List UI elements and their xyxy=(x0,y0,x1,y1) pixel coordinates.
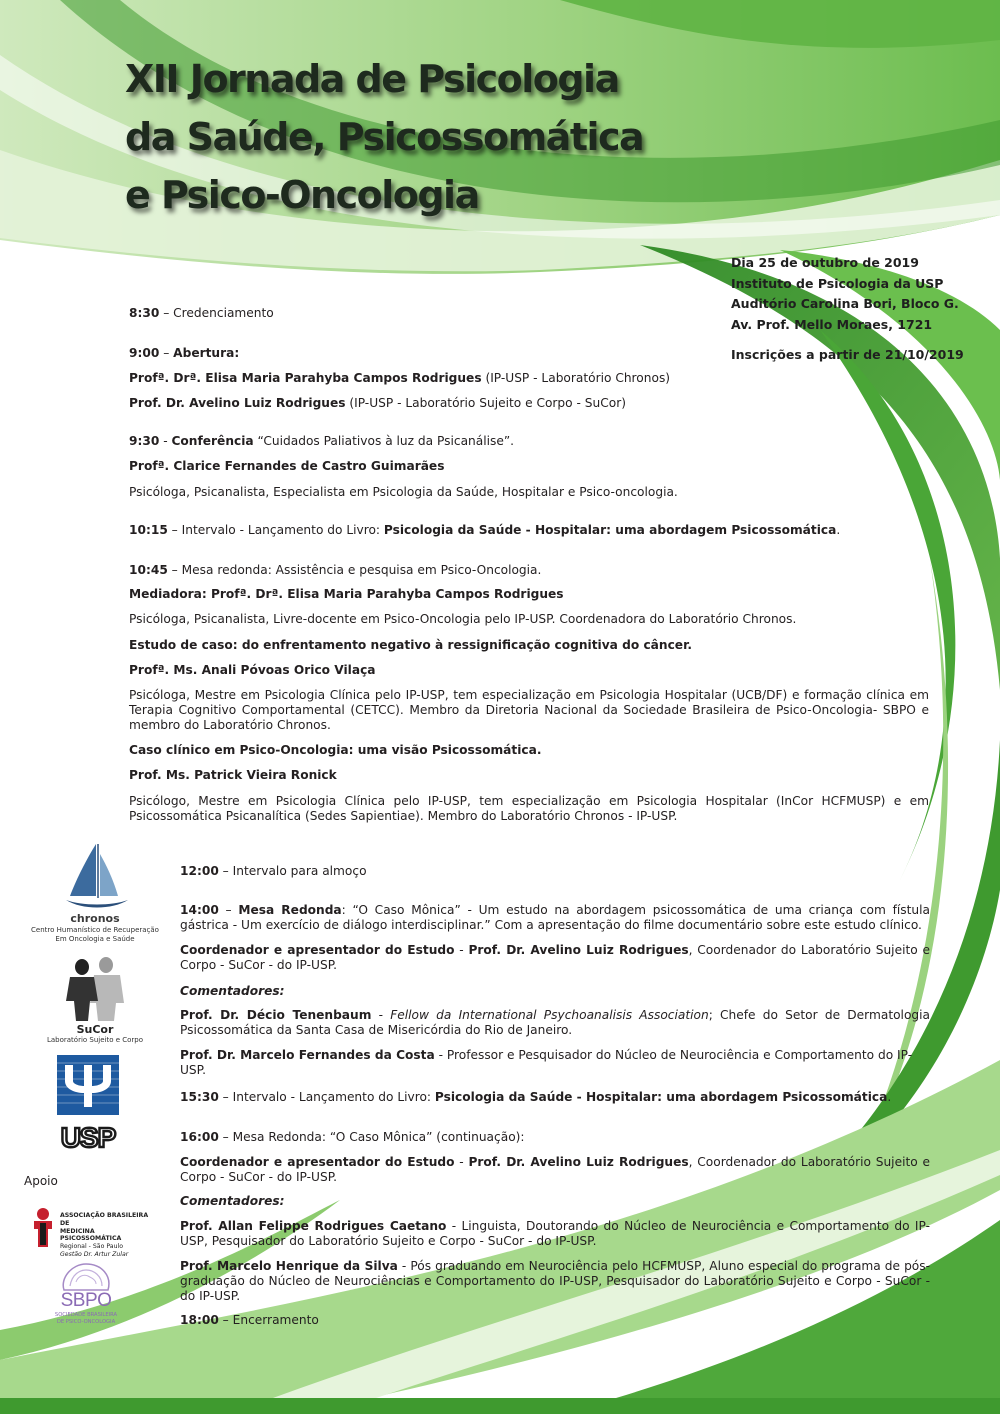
comentadores-label-2: Comentadores: xyxy=(180,1194,285,1208)
mesa-1600-line: 16:00 – Mesa Redonda: “O Caso Mônica” (continuação): xyxy=(180,1130,525,1144)
coordenador-2: Coordenador e apresentador do Estudo - Prof. Dr. Avelino Luiz Rodrigues, Coordenador do Laboratório Sujeito e Corpo - SuCor - do IP-USP. xyxy=(180,1155,930,1184)
comentador-marcelo-costa: Prof. Dr. Marcelo Fernandes da Costa - Professor e Pesquisador do Núcleo de Neurociência e Comportamento do IP-USP. xyxy=(180,1048,913,1077)
caso-clinico-speaker: Prof. Ms. Patrick Vieira Ronick xyxy=(129,768,337,782)
sucor-caption: Laboratório Sujeito e Corpo xyxy=(46,1036,144,1044)
comentadores-label-1: Comentadores: xyxy=(180,984,285,998)
sbpo-caption: SOCIEDADE BRASILEIRA DE PSICO-ONCOLOGIA xyxy=(54,1312,118,1325)
time-0930: 9:30 xyxy=(129,434,160,448)
credenciamento-text: Credenciamento xyxy=(173,306,274,320)
time-1400: 14:00 xyxy=(180,903,219,917)
conference-speaker-bio: Psicóloga, Psicanalista, Especialista em Psicologia da Saúde, Hospitalar e Psico-oncologia. xyxy=(129,485,678,499)
time-0830: 8:30 xyxy=(129,306,160,320)
time-1530: 15:30 xyxy=(180,1090,219,1104)
comentador-marcelo-silva: Prof. Marcelo Henrique da Silva - Pós graduando em Neurociência pelo HCFMUSP, Aluno especial do programa de pós-graduação do Núcleo de Neurociências e Comportamento do IP-USP, Pesquisador do Laboratório Sujeito e Corpo - SuCor - do IP-USP. xyxy=(180,1259,931,1303)
time-1200: 12:00 xyxy=(180,864,219,878)
abertura-label: Abertura: xyxy=(173,346,240,360)
almoco-line: 12:00 – Intervalo para almoço xyxy=(180,864,367,878)
mediadora-bio: Psicóloga, Psicanalista, Livre-docente em Psico-Oncologia pelo IP-USP. Coordenadora do Laboratório Chronos. xyxy=(129,612,797,626)
mesa-1045-line: 10:45 – Mesa redonda: Assistência e pesquisa em Psico-Oncologia. xyxy=(129,563,542,577)
abertura-line: 9:00 – Abertura: xyxy=(129,346,240,360)
usp-logo: USP xyxy=(60,1122,116,1153)
apoio-label: Apoio xyxy=(24,1174,58,1188)
book-title: Psicologia da Saúde - Hospitalar: uma abordagem Psicossomática xyxy=(383,523,837,537)
caso-clinico-title: Caso clínico em Psico-Oncologia: uma visão Psicossomática. xyxy=(129,743,542,757)
time-1600: 16:00 xyxy=(180,1130,219,1144)
event-auditorium: Auditório Carolina Bori, Bloco G. xyxy=(731,296,959,311)
chronos-caption: Centro Humanístico de Recuperação Em Oncologia e Saúde xyxy=(31,926,159,943)
event-address: Av. Prof. Mello Moraes, 1721 xyxy=(731,316,933,332)
conference-speaker: Profª. Clarice Fernandes de Castro Guimarães xyxy=(129,459,445,473)
time-1015: 10:15 xyxy=(129,523,168,537)
sbpo-logo-text: SBPO xyxy=(60,1290,112,1311)
event-date: Dia 25 de outubro de 2019 xyxy=(731,255,919,270)
intervalo-1015-line: 10:15 – Intervalo - Lançamento do Livro: Psicologia da Saúde - Hospitalar: uma abordagem Psicossomática. xyxy=(129,523,841,537)
ip-usp-psi-logo xyxy=(57,1055,119,1115)
time-1045: 10:45 xyxy=(129,563,168,577)
estudo-caso-speaker: Profª. Ms. Anali Póvoas Orico Vilaça xyxy=(129,663,376,677)
chronos-name: chronos xyxy=(70,912,120,925)
title-line-2: da Saúde, Psicossomática xyxy=(125,115,644,159)
chronos-sailboat-logo xyxy=(62,840,132,912)
mediadora-line: Mediadora: Profª. Drª. Elisa Maria Parahyba Campos Rodrigues xyxy=(129,587,564,601)
encerramento-line: 18:00 – Encerramento xyxy=(180,1313,319,1327)
credenciamento-line: 8:30 – Credenciamento xyxy=(129,306,274,320)
opening-speaker-1: Profª. Drª. Elisa Maria Parahyba Campos Rodrigues (IP-USP - Laboratório Chronos) xyxy=(129,371,671,385)
event-institute: Instituto de Psicologia da USP xyxy=(731,275,944,291)
coordenador-1: Coordenador e apresentador do Estudo - Prof. Dr. Avelino Luiz Rodrigues, Coordenador do Laboratório Sujeito e Corpo - SuCor - do IP-USP. xyxy=(180,943,930,972)
abmp-logo-mark xyxy=(28,1205,58,1249)
abmp-text: ASSOCIAÇÃO BRASILEIRA DE MEDICINA PSICOSSOMÁTICA Regional - São Paulo Gestão Dr. Artur Zular xyxy=(60,1212,149,1258)
comentador-allan: Prof. Allan Felippe Rodrigues Caetano - Linguista, Doutorando do Núcleo de Neurociência e Comportamento do IP-USP, Pesquisador do Laboratório Sujeito e Corpo - SuCor - do IP-USP. xyxy=(180,1219,931,1248)
title-line-3: e Psico-Oncologia xyxy=(125,173,479,217)
conferencia-line: 9:30 - Conferência “Cuidados Paliativos à luz da Psicanálise”. xyxy=(129,434,515,448)
opening-speaker-2: Prof. Dr. Avelino Luiz Rodrigues (IP-USP - Laboratório Sujeito e Corpo - SuCor) xyxy=(129,396,626,410)
mesa-1400-line: 14:00 – Mesa Redonda: “O Caso Mônica” - Um estudo na abordagem psicossomática de uma criança com fístula gástrica - Um exercício de diálogo interdisciplinar.” Com a apresentação do filme documentário sobre este estudo clínico. xyxy=(180,903,930,932)
caso-clinico-bio: Psicólogo, Mestre em Psicologia Clínica pelo IP-USP, tem especialização em Psicologia Hospitalar (InCor HCFMUSP) e em Psicossomática Psicanalítica (Sedes Sapientiae). Membro do Laboratório Chronos - IP-USP. xyxy=(129,794,929,823)
title-line-1: XII Jornada de Psicologia xyxy=(125,57,619,101)
sucor-name: SuCor xyxy=(76,1023,114,1036)
book-title-2: Psicologia da Saúde - Hospitalar: uma abordagem Psicossomática xyxy=(434,1090,888,1104)
sucor-figures-logo xyxy=(54,953,134,1023)
estudo-caso-title: Estudo de caso: do enfrentamento negativo à ressignificação cognitiva do câncer. xyxy=(129,638,692,652)
registration-notice: Inscrições a partir de 21/10/2019 xyxy=(731,347,964,362)
comentador-decio: Prof. Dr. Décio Tenenbaum - Fellow da International Psychoanalisis Association; Chefe do Setor de Dermatologia Psicossomática da Santa Casa de Misericórdia do Rio de Janeiro. xyxy=(180,1008,930,1037)
estudo-caso-bio: Psicóloga, Mestre em Psicologia Clínica pelo IP-USP, tem especialização em Psicologia Hospitalar (UCB/DF) e formação clínica em Terapia Cognitivo Comportamental (CETCC). Membro da Diretoria Nacional da Sociedade Brasileira de Psico-Oncologia- SBPO e membro do Laboratório Chronos. xyxy=(129,688,929,732)
time-0900: 9:00 xyxy=(129,346,160,360)
intervalo-1530-line: 15:30 – Intervalo - Lançamento do Livro: Psicologia da Saúde - Hospitalar: uma abordagem Psicossomática. xyxy=(180,1090,892,1104)
time-1800: 18:00 xyxy=(180,1313,219,1327)
